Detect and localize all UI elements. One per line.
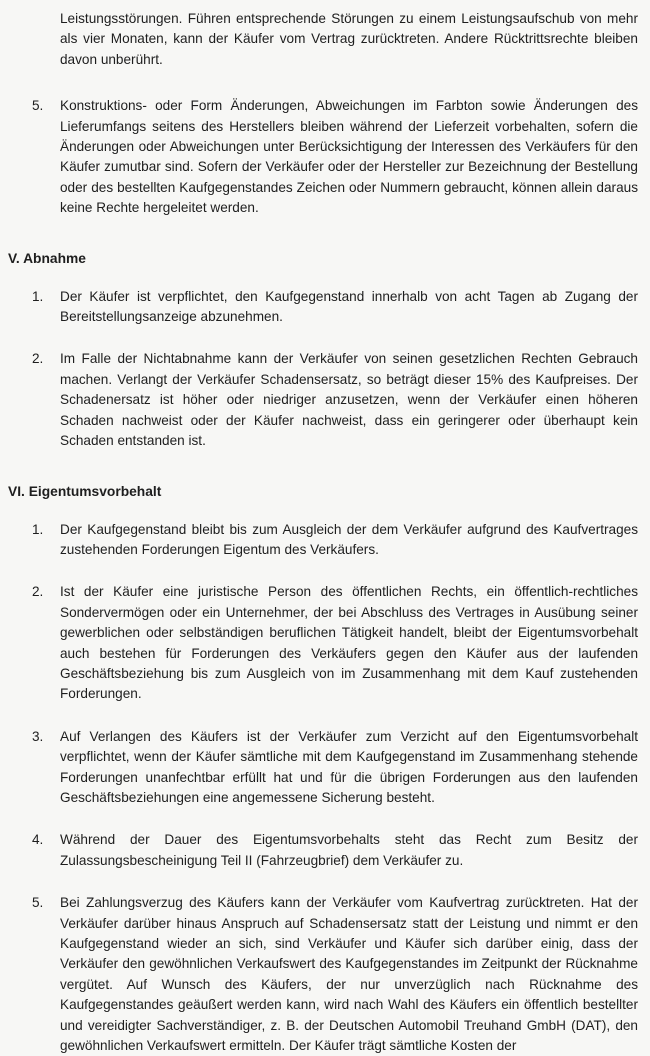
list-number: 3. xyxy=(32,728,44,744)
list-number: 2. xyxy=(32,584,44,600)
list-item-vi-5 xyxy=(8,893,638,1056)
list-item-iv-5 xyxy=(8,96,638,218)
list-number: 1. xyxy=(32,521,44,537)
list-item-v-1 xyxy=(8,287,638,328)
list-text: Ist der Käufer eine juristische Person des öffentlichen Rechts, ein öffentlich-rechtliches Sondervermögen oder ein Unternehmer, der bei Abschluss des Vertrages in Ausübung seiner gewerblichen oder selbständigen beruflichen Tätigkeit handelt, bleibt der Eigentumsvorbehalt auch bestehen für Forderungen des Verkäufers gegen den Käufer aus der laufenden Geschäftsbeziehung bis zum Ausgleich von im Zusammenhang mit dem Kauf zustehenden Forderungen. xyxy=(60,584,638,702)
list-text: Bei Zahlungsverzug des Käufers kann der Verkäufer vom Kaufvertrag zurücktreten. Hat der Verkäufer darüber hinaus Anspruch auf Schadensersatz statt der Leistung und nimmt er den Kaufgegenstand wieder an sich, sind Verkäufer und Käufer sich darüber einig, dass der Verkäufer den gewöhnlichen Verkaufswert des Kaufgegenstandes im Zeitpunkt der Rücknahme vergütet. Auf Wunsch des Käufers, der nur unverzüglich nach Rücknahme des Kaufgegenstandes geäußert werden kann, wird nach Wahl des Käufers ein öffentlich bestellter und vereidigter Sachverständiger, z. B. der Deutschen Automobil Treuhand GmbH (DAT), den gewöhnlichen Verkaufswert ermitteln. Der Käufer trägt sämtliche Kosten der xyxy=(60,895,638,1054)
list-text: Während der Dauer des Eigentumsvorbehalts steht das Recht zum Besitz der Zulassungsbescheinigung Teil II (Fahrzeugbrief) dem Verkäufer zu. xyxy=(60,832,638,868)
list-number: 5. xyxy=(32,895,44,911)
list-text: Konstruktions- oder Form Änderungen, Abweichungen im Farbton sowie Änderungen des Lieferumfangs seitens des Herstellers bleiben während der Lieferzeit vorbehalten, sofern die Änderungen oder Abweichungen unter Berücksichtigung der Interessen des Verkäufers für den Käufer zumutbar sind. Sofern der Verkäufer oder der Hersteller zur Bezeichnung der Bestellung oder des bestellten Kaufgegenstandes Zeichen oder Nummern gebraucht, können allein daraus keine Rechte hergeleitet werden. xyxy=(60,98,638,216)
list-item-v-2 xyxy=(8,349,638,451)
list-text: Auf Verlangen des Käufers ist der Verkäufer zum Verzicht auf den Eigentumsvorbehalt verpflichtet, wenn der Käufer sämtliche mit dem Kaufgegenstand im Zusammenhang stehende Forderungen unanfechtbar erfüllt hat und für die übrigen Forderungen aus den laufenden Geschäftsbeziehungen eine angemessene Sicherung besteht. xyxy=(60,728,638,805)
list-text: Der Kaufgegenstand bleibt bis zum Ausgleich der dem Verkäufer aufgrund des Kaufvertrages zustehenden Forderungen Eigentum des Verkäufers. xyxy=(60,521,638,557)
list-text: Im Falle der Nichtabnahme kann der Verkäufer von seinen gesetzlichen Rechten Gebrauch machen. Verlangt der Verkäufer Schadensersatz, so beträgt dieser 15% des Kaufpreises. Der Schadenersatz ist höher oder niedriger anzusetzen, wenn der Verkäufer einen höheren Schaden nachweist oder der Käufer nachweist, dass ein geringerer oder überhaupt kein Schaden entstanden ist. xyxy=(60,351,638,449)
continued-paragraph: Leistungsstörungen. Führen entsprechende Störungen zu einem Leistungsaufschub von mehr als vier Monaten, kann der Käufer vom Vertrag zurücktreten. Andere Rücktrittsrechte bleiben davon unberührt. xyxy=(60,11,638,67)
section-heading-abnahme: V. Abnahme xyxy=(8,250,86,266)
section-heading-eigentumsvorbehalt: VI. Eigentumsvorbehalt xyxy=(8,483,162,499)
list-number: 1. xyxy=(32,288,44,304)
list-text: Der Käufer ist verpflichtet, den Kaufgegenstand innerhalb von acht Tagen ab Zugang der Bereitstellungsanzeige abzunehmen. xyxy=(60,288,638,325)
list-item-vi-4 xyxy=(8,830,638,871)
list-number: 4. xyxy=(32,832,44,848)
list-number: 2. xyxy=(32,351,44,367)
list-item-vi-1 xyxy=(8,520,638,561)
list-number: 5. xyxy=(32,98,44,114)
list-item-vi-2 xyxy=(8,582,638,704)
list-item-vi-3 xyxy=(8,727,638,809)
